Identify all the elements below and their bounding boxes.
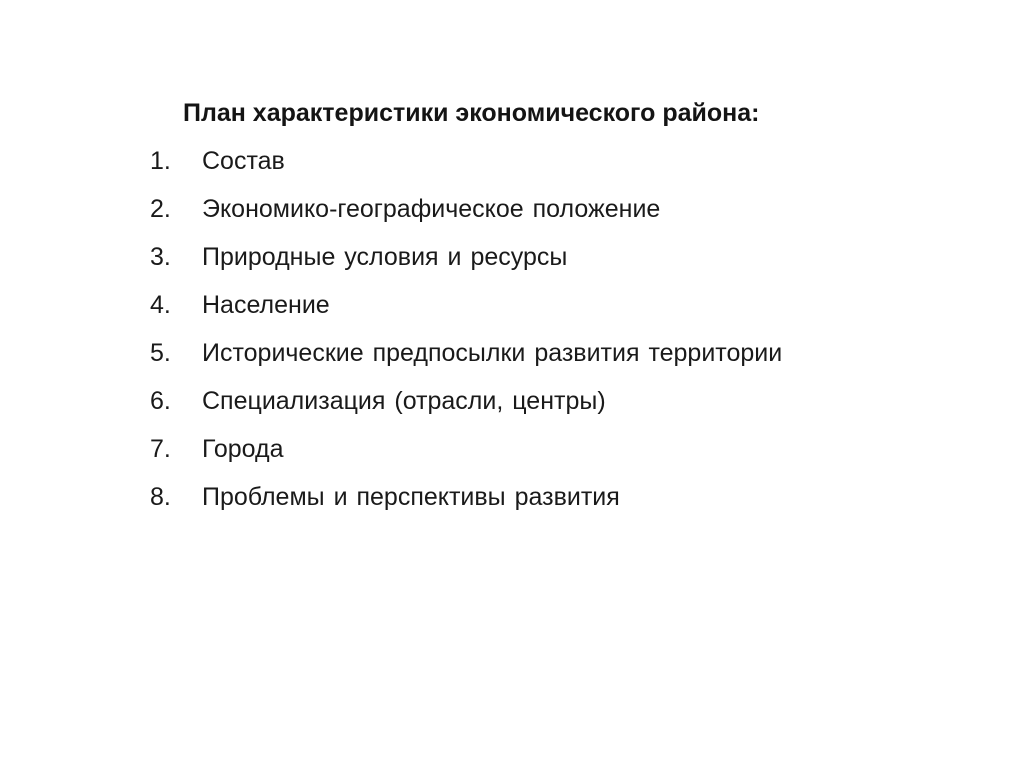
list-item-number: 1.	[150, 147, 171, 175]
list-item-text: Состав	[202, 147, 285, 175]
list-item-text: Специализация (отрасли, центры)	[202, 387, 606, 415]
list-item-number: 7.	[150, 435, 171, 463]
slide-title: План характеристики экономического района:	[183, 99, 760, 127]
list-item-text: Города	[202, 435, 284, 463]
list-item-text: Экономико-географическое положение	[202, 195, 661, 223]
list-item-text: Проблемы и перспективы развития	[202, 483, 620, 511]
list-item-number: 2.	[150, 195, 171, 223]
list-item-number: 4.	[150, 291, 171, 319]
list-item-text: Природные условия и ресурсы	[202, 243, 568, 271]
list-item-number: 8.	[150, 483, 171, 511]
list-item-number: 5.	[150, 339, 171, 367]
list-item-number: 3.	[150, 243, 171, 271]
list-item-text: Исторические предпосылки развития территории	[202, 339, 783, 367]
list-item-number: 6.	[150, 387, 171, 415]
list-item-text: Население	[202, 291, 330, 319]
